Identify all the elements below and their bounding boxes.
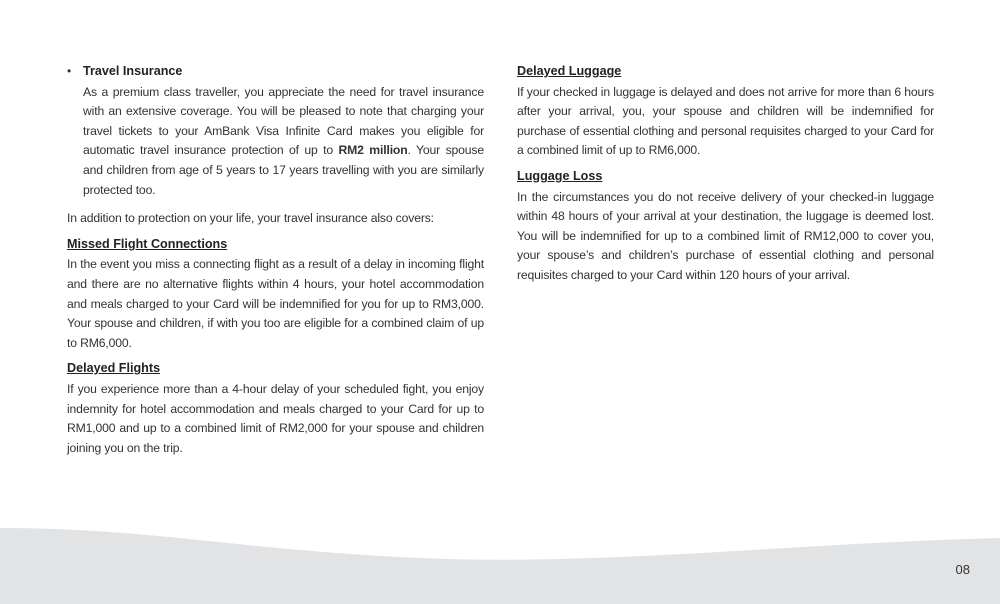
delayed-luggage-text: If your checked in luggage is delayed and does not arrive for more than 6 hours after your arrival, you, your spouse and children will be indemnified for purchase of essential clothing and personal requisites charged to your Card for a combined limit of up to RM6,000.	[517, 84, 934, 158]
missed-flight-heading: Missed Flight Connections	[67, 236, 228, 251]
travel-insurance-title: Travel Insurance	[83, 64, 183, 78]
bullet-icon: •	[67, 64, 72, 78]
delayed-flights-heading: Delayed Flights	[67, 361, 161, 376]
page-number: 08	[955, 562, 970, 577]
luggage-loss-text: In the circumstances you do not receive delivery of your checked-in luggage within 48 hours of your arrival at your destination, the luggage is deemed lost. You will be indemnified for up to a combined limit of RM12,000 to cover you, your spouse’s and children’s purchase of essential clothing and personal requisites charged to your Card within 120 hours of your arrival.	[517, 189, 934, 282]
intro-text-part2: . Your spouse and children from age of 5 years to 17 years travelling with you are similarly protected too.	[83, 143, 484, 197]
luggage-loss-heading: Luggage Loss	[517, 168, 603, 183]
intro-bold-amount: RM2 million	[338, 143, 408, 158]
coverage-intro-line: In addition to protection on your life, your travel insurance also covers:	[67, 211, 434, 226]
delayed-luggage-heading: Delayed Luggage	[517, 64, 622, 78]
left-column	[67, 62, 484, 458]
intro-text-part1: As a premium class traveller, you appreciate the need for travel insurance with an extensive coverage. You will be pleased to note that charging your travel tickets to your AmBank Visa Infinite Card makes you eligible for automatic travel insurance protection of up to	[83, 84, 484, 158]
missed-flight-text: In the event you miss a connecting flight as a result of a delay in incoming flight and there are no alternative flights within 4 hours, your hotel accommodation and meals charged to your Card will be indemnified for you for up to RM3,000. Your spouse and children, if with you too are eligible for a combined claim of up to RM6,000.	[67, 257, 484, 350]
delayed-flights-text: If you experience more than a 4-hour delay of your scheduled fight, you enjoy indemnity for hotel accommodation and meals charged to your Card for up to RM1,000 and up to a combined limit of RM2,000 for your spouse and children joining you on the trip.	[67, 381, 484, 455]
travel-insurance-intro	[83, 83, 484, 201]
travel-insurance-bullet	[67, 62, 484, 82]
footer-wave-shape	[0, 528, 1000, 604]
right-column	[517, 62, 934, 286]
footer-wave-decoration	[0, 500, 1000, 604]
